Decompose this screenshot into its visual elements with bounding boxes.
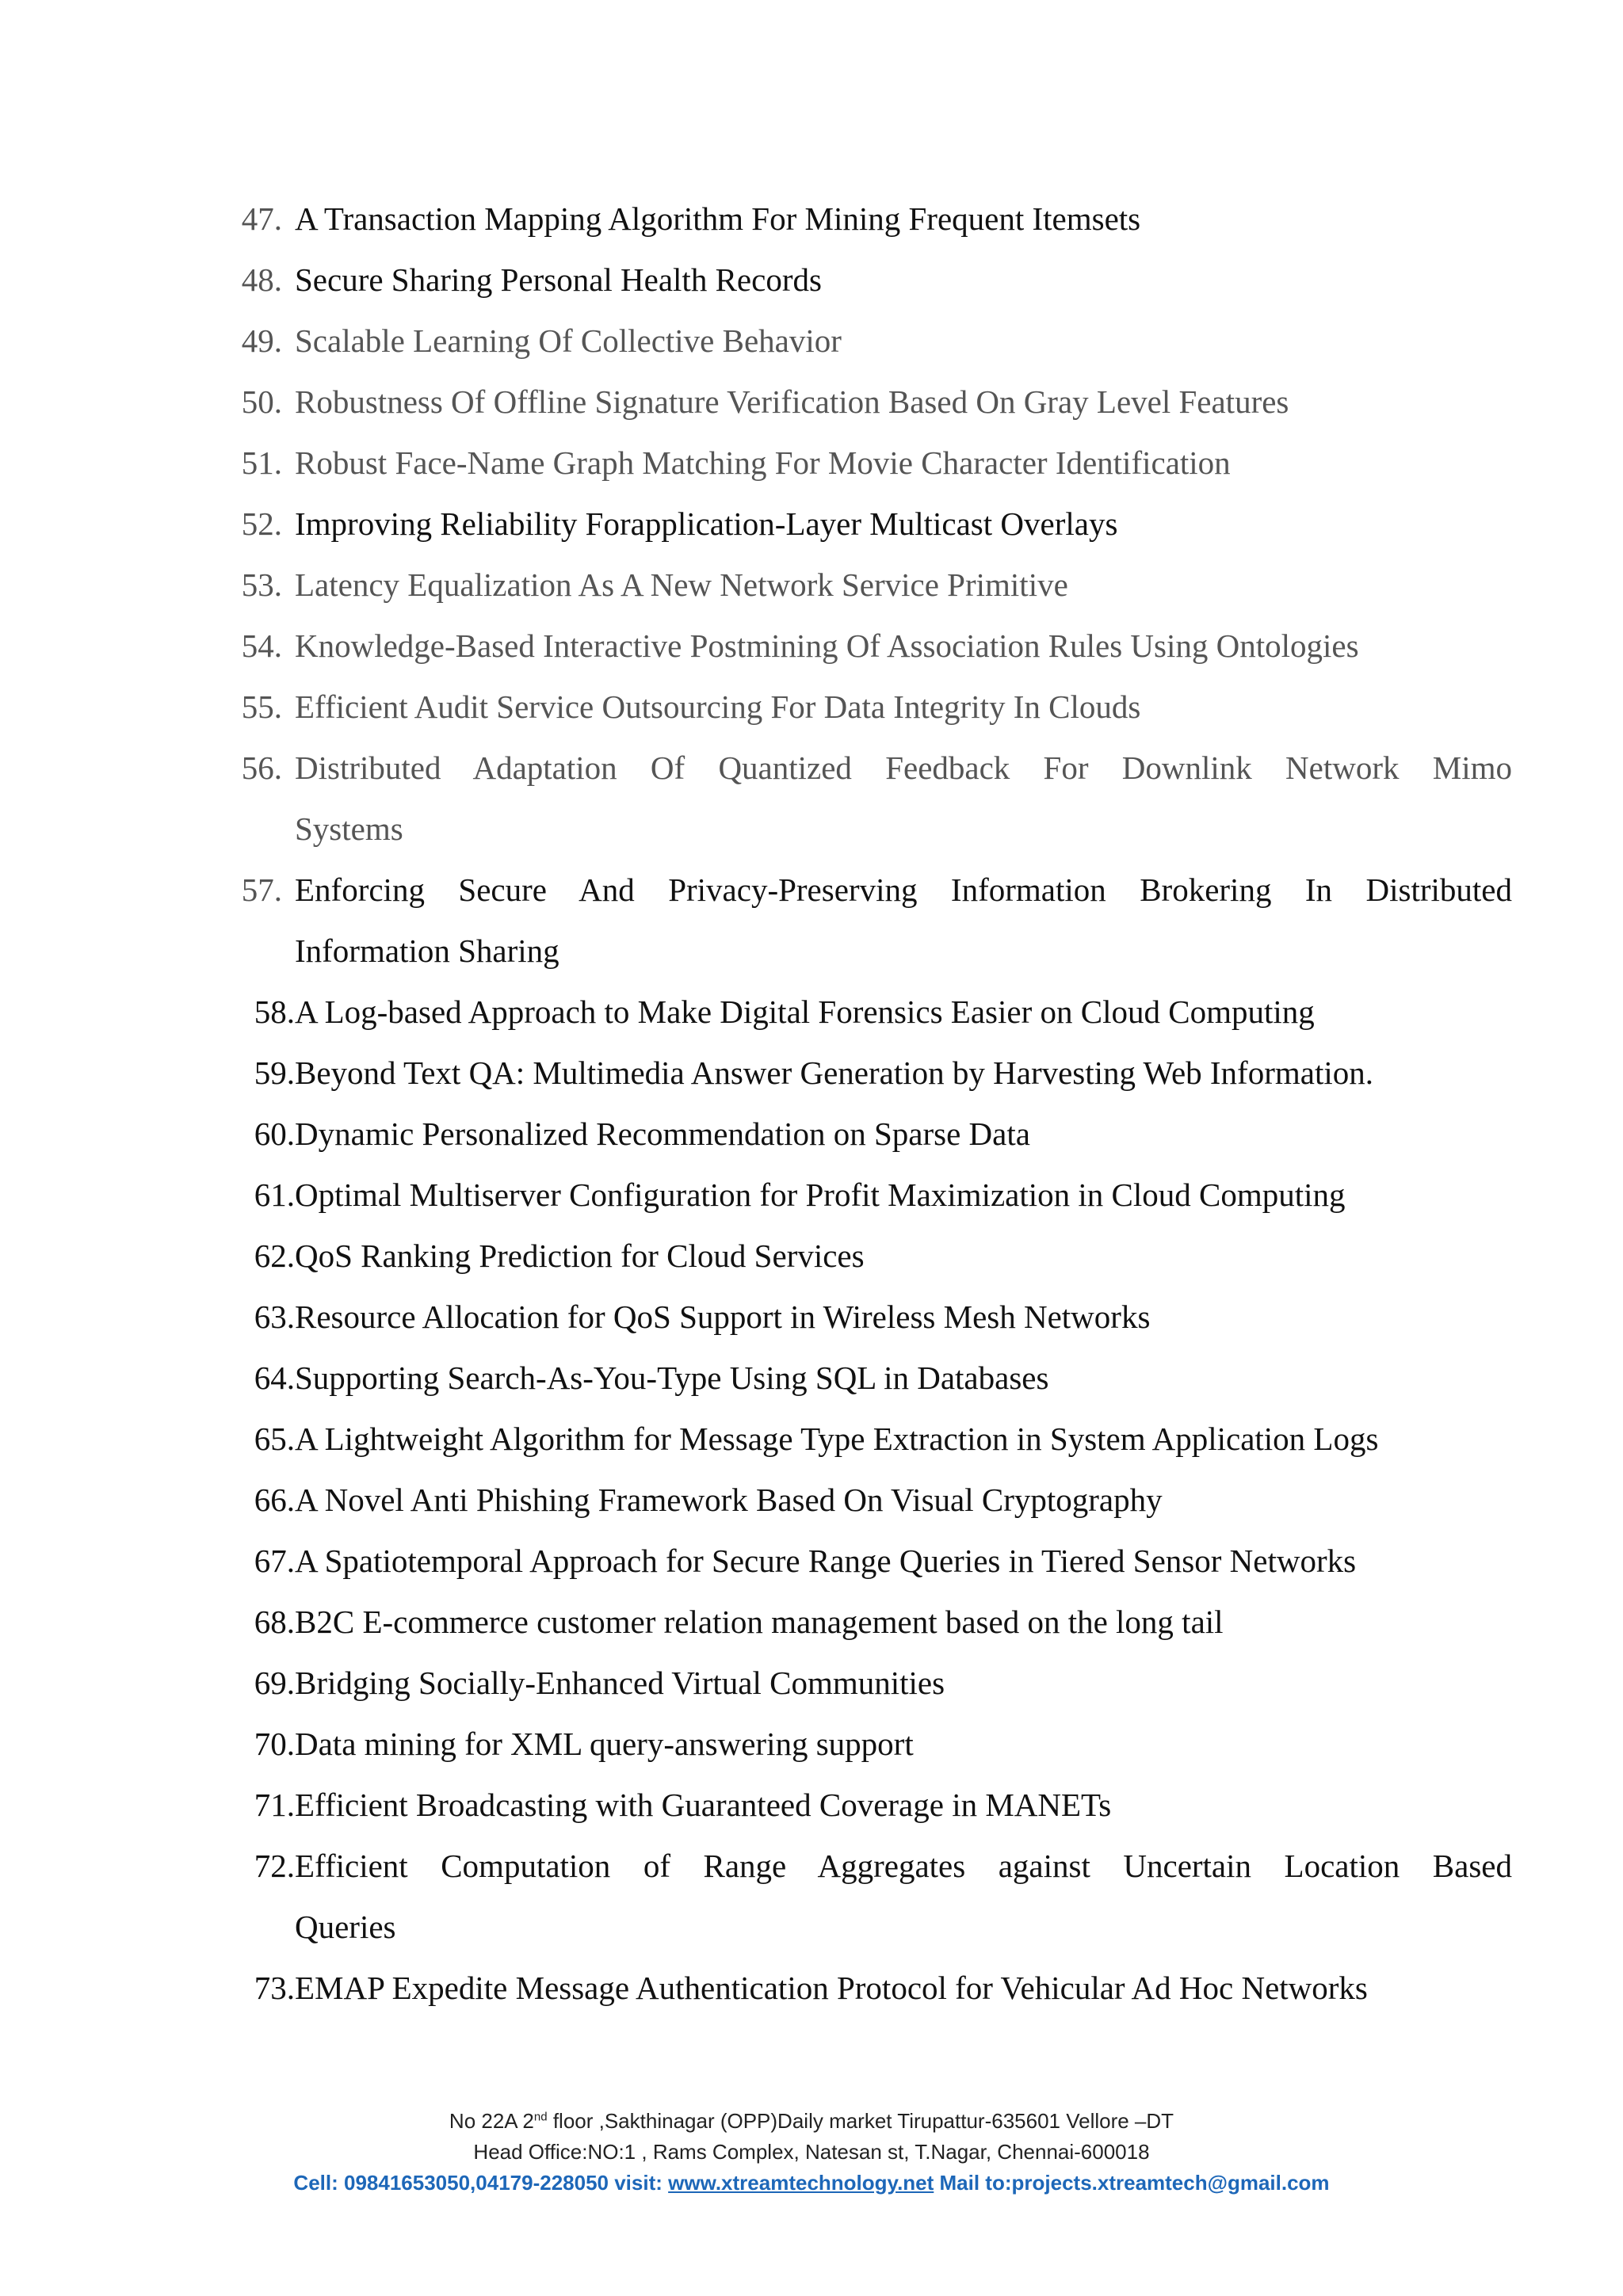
- item-number: 64.: [254, 1360, 295, 1396]
- item-title: Data mining for XML query-answering support: [295, 1726, 914, 1762]
- item-title: Knowledge-Based Interactive Postmining Of Association Rules Using Ontologies: [295, 627, 1359, 664]
- item-title: Resource Allocation for QoS Support in Wireless Mesh Networks: [295, 1299, 1151, 1335]
- item-title: Latency Equalization As A New Network Service Primitive: [295, 566, 1068, 603]
- item-number: 63.: [254, 1299, 295, 1335]
- item-title: A Novel Anti Phishing Framework Based On Visual Cryptography: [295, 1482, 1163, 1518]
- item-number: 69.: [254, 1665, 295, 1701]
- footer-head-office: Head Office:NO:1 , Rams Complex, Natesan st, T.Nagar, Chennai-600018: [473, 2140, 1150, 2164]
- item-number: 60.: [254, 1116, 295, 1152]
- item-number: 68.: [254, 1604, 295, 1640]
- item-number: 54.: [241, 627, 282, 664]
- item-title: Efficient Broadcasting with Guaranteed Coverage in MANETs: [295, 1787, 1112, 1823]
- item-title: Efficient Computation of Range Aggregates against Uncertain Location Based: [295, 1848, 1512, 1884]
- footer-cell-text: Cell: 09841653050,04179-228050 visit:: [293, 2171, 669, 2195]
- website-link[interactable]: www.xtreamtechnology.net: [668, 2171, 934, 2195]
- item-number: 53.: [241, 566, 282, 603]
- item-title: Efficient Audit Service Outsourcing For Data Integrity In Clouds: [295, 688, 1141, 725]
- item-number: 73.: [254, 1970, 295, 2006]
- item-number: 65.: [254, 1421, 295, 1457]
- item-number: 72.: [254, 1848, 295, 1884]
- footer-address: [0, 2109, 1623, 2134]
- item-title: Scalable Learning Of Collective Behavior: [295, 322, 842, 359]
- item-number: 71.: [254, 1787, 295, 1823]
- item-title-continuation: Systems: [295, 810, 403, 847]
- item-title: B2C E-commerce customer relation management based on the long tail: [295, 1604, 1224, 1640]
- item-title: Secure Sharing Personal Health Records: [295, 261, 822, 298]
- item-title: Bridging Socially-Enhanced Virtual Communities: [295, 1665, 945, 1701]
- item-number: 55.: [241, 688, 282, 725]
- footer-mail-text: Mail to:projects.xtreamtech@gmail.com: [934, 2171, 1330, 2195]
- item-title: A Lightweight Algorithm for Message Type Extraction in System Application Logs: [295, 1421, 1379, 1457]
- item-title: Distributed Adaptation Of Quantized Feedback For Downlink Network Mimo: [295, 749, 1512, 786]
- item-number: 49.: [241, 322, 282, 359]
- item-number: 50.: [241, 383, 282, 420]
- item-title: EMAP Expedite Message Authentication Protocol for Vehicular Ad Hoc Networks: [295, 1970, 1368, 2006]
- item-title: Dynamic Personalized Recommendation on Sparse Data: [295, 1116, 1030, 1152]
- item-title-continuation: Queries: [295, 1909, 396, 1945]
- item-title: A Log-based Approach to Make Digital Forensics Easier on Cloud Computing: [295, 994, 1315, 1030]
- footer-contact: [0, 2171, 1623, 2195]
- item-title: QoS Ranking Prediction for Cloud Services: [295, 1238, 865, 1274]
- item-number: 67.: [254, 1543, 295, 1579]
- item-number: 47.: [241, 200, 282, 237]
- item-title: Robust Face-Name Graph Matching For Movie Character Identification: [295, 444, 1231, 481]
- item-number: 48.: [241, 261, 282, 298]
- item-number: 59.: [254, 1055, 295, 1091]
- footer-address-text: No 22A 2: [449, 2109, 534, 2133]
- item-number: 57.: [241, 871, 282, 908]
- item-title: Supporting Search-As-You-Type Using SQL in Databases: [295, 1360, 1049, 1396]
- item-number: 62.: [254, 1238, 295, 1274]
- item-title: A Spatiotemporal Approach for Secure Range Queries in Tiered Sensor Networks: [295, 1543, 1357, 1579]
- item-number: 61.: [254, 1177, 295, 1213]
- item-title: Optimal Multiserver Configuration for Profit Maximization in Cloud Computing: [295, 1177, 1346, 1213]
- item-title: Enforcing Secure And Privacy-Preserving Information Brokering In Distributed: [295, 871, 1512, 908]
- item-title: Robustness Of Offline Signature Verification Based On Gray Level Features: [295, 383, 1289, 420]
- item-number: 58.: [254, 994, 295, 1030]
- item-title: Improving Reliability Forapplication-Layer Multicast Overlays: [295, 505, 1118, 542]
- footer-address-superscript: nd: [533, 2110, 548, 2124]
- footer-address-text-rest: floor ,Sakthinagar (OPP)Daily market Tirupattur-635601 Vellore –DT: [547, 2109, 1174, 2133]
- item-number: 56.: [241, 749, 282, 786]
- item-number: 51.: [241, 444, 282, 481]
- item-title-continuation: Information Sharing: [295, 933, 559, 969]
- item-number: 70.: [254, 1726, 295, 1762]
- item-number: 52.: [241, 505, 282, 542]
- item-title: Beyond Text QA: Multimedia Answer Generation by Harvesting Web Information.: [295, 1055, 1373, 1091]
- item-number: 66.: [254, 1482, 295, 1518]
- item-title: A Transaction Mapping Algorithm For Mining Frequent Itemsets: [295, 200, 1141, 237]
